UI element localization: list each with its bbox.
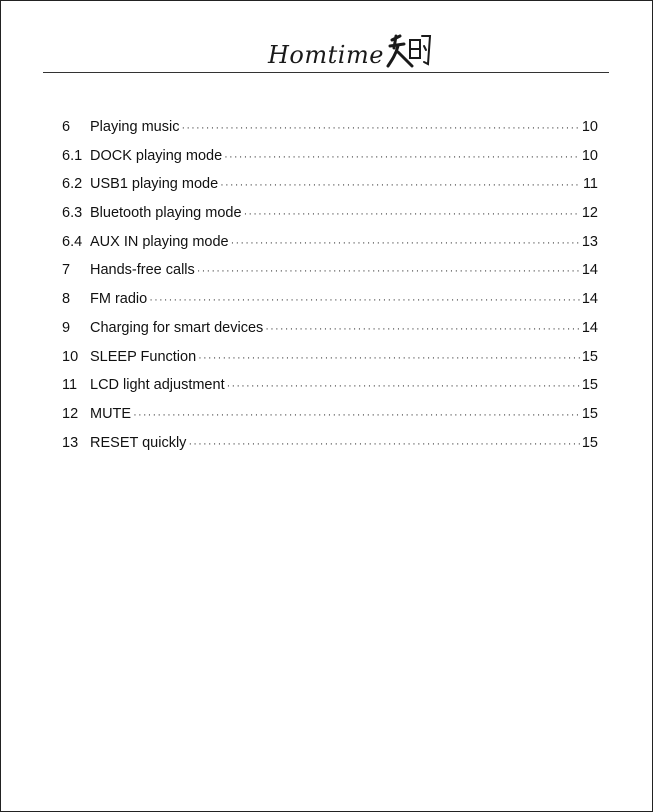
- dot-leader: [227, 375, 580, 397]
- dot-leader: [224, 146, 580, 168]
- toc-entry-title: USB1 playing mode: [90, 176, 219, 193]
- brand-logo: [268, 30, 432, 70]
- dot-leader: [181, 117, 579, 139]
- toc-entry-number: 6: [62, 119, 71, 135]
- toc-entry-page: 12: [581, 205, 598, 222]
- toc-entry-title: AUX IN playing mode: [90, 233, 229, 250]
- toc-entry-number: 10: [62, 348, 79, 365]
- toc-entry-page: 10: [581, 119, 598, 135]
- toc-entry-page: 14: [581, 291, 598, 308]
- toc-entry-number: 7: [62, 262, 71, 279]
- toc-entry-page: 15: [581, 434, 598, 451]
- dot-leader: [133, 404, 580, 426]
- toc-entry[interactable]: [62, 403, 598, 432]
- toc-entry-title: RESET quickly: [90, 434, 187, 451]
- logo-text: Homtime: [268, 41, 384, 69]
- toc-entry[interactable]: [62, 259, 598, 288]
- toc-entry-number: 8: [62, 291, 71, 308]
- toc-entry-title: Playing music: [90, 119, 180, 135]
- toc-entry-number: 12: [62, 405, 79, 422]
- toc-entry-title: Hands-free calls: [90, 262, 195, 279]
- toc-entry[interactable]: [62, 116, 598, 145]
- toc-entry[interactable]: [62, 374, 598, 403]
- toc-entry[interactable]: [62, 346, 598, 375]
- dot-leader: [149, 289, 580, 311]
- dot-leader: [188, 433, 579, 455]
- toc-entry-number: 6.1: [62, 147, 83, 164]
- toc-entry[interactable]: [62, 231, 598, 260]
- header-rule: [43, 72, 609, 73]
- toc-entry-page: 14: [581, 262, 598, 279]
- toc-entry[interactable]: [62, 173, 598, 202]
- toc-entry-page: 14: [581, 319, 598, 336]
- dot-leader: [231, 232, 580, 254]
- toc-entry-number: 6.3: [62, 205, 83, 222]
- toc-entry-title: Bluetooth playing mode: [90, 205, 242, 222]
- toc-entry[interactable]: [62, 145, 598, 174]
- toc-entry-title: LCD light adjustment: [90, 377, 225, 394]
- toc-entry-number: 6.4: [62, 233, 83, 250]
- toc-entry-title: FM radio: [90, 291, 148, 308]
- toc-entry-title: Charging for smart devices: [90, 319, 264, 336]
- toc-entry-title: SLEEP Function: [90, 348, 197, 365]
- dot-leader: [265, 318, 580, 340]
- toc-entry[interactable]: [62, 288, 598, 317]
- toc-entry[interactable]: [62, 202, 598, 231]
- toc-entry-page: 13: [581, 233, 598, 250]
- toc-entry-page: 11: [582, 176, 598, 193]
- dot-leader: [220, 174, 581, 196]
- dot-leader: [197, 260, 580, 282]
- toc-entry-number: 6.2: [62, 176, 83, 193]
- toc-entry-number: 9: [62, 319, 71, 336]
- toc-entry-title: DOCK playing mode: [90, 147, 223, 164]
- table-of-contents: [62, 116, 598, 460]
- toc-entry-page: 15: [581, 348, 598, 365]
- toc-entry-number: 11: [62, 377, 78, 394]
- toc-entry[interactable]: [62, 432, 598, 461]
- toc-entry-title: MUTE: [90, 405, 132, 422]
- toc-entry-page: 15: [581, 405, 598, 422]
- toc-entry-number: 13: [62, 434, 79, 451]
- toc-entry-page: 15: [581, 377, 598, 394]
- toc-entry-page: 10: [581, 147, 598, 164]
- toc-entry[interactable]: [62, 317, 598, 346]
- dot-leader: [244, 203, 580, 225]
- dot-leader: [198, 347, 580, 369]
- logo-calligraphy-mark: [386, 32, 432, 70]
